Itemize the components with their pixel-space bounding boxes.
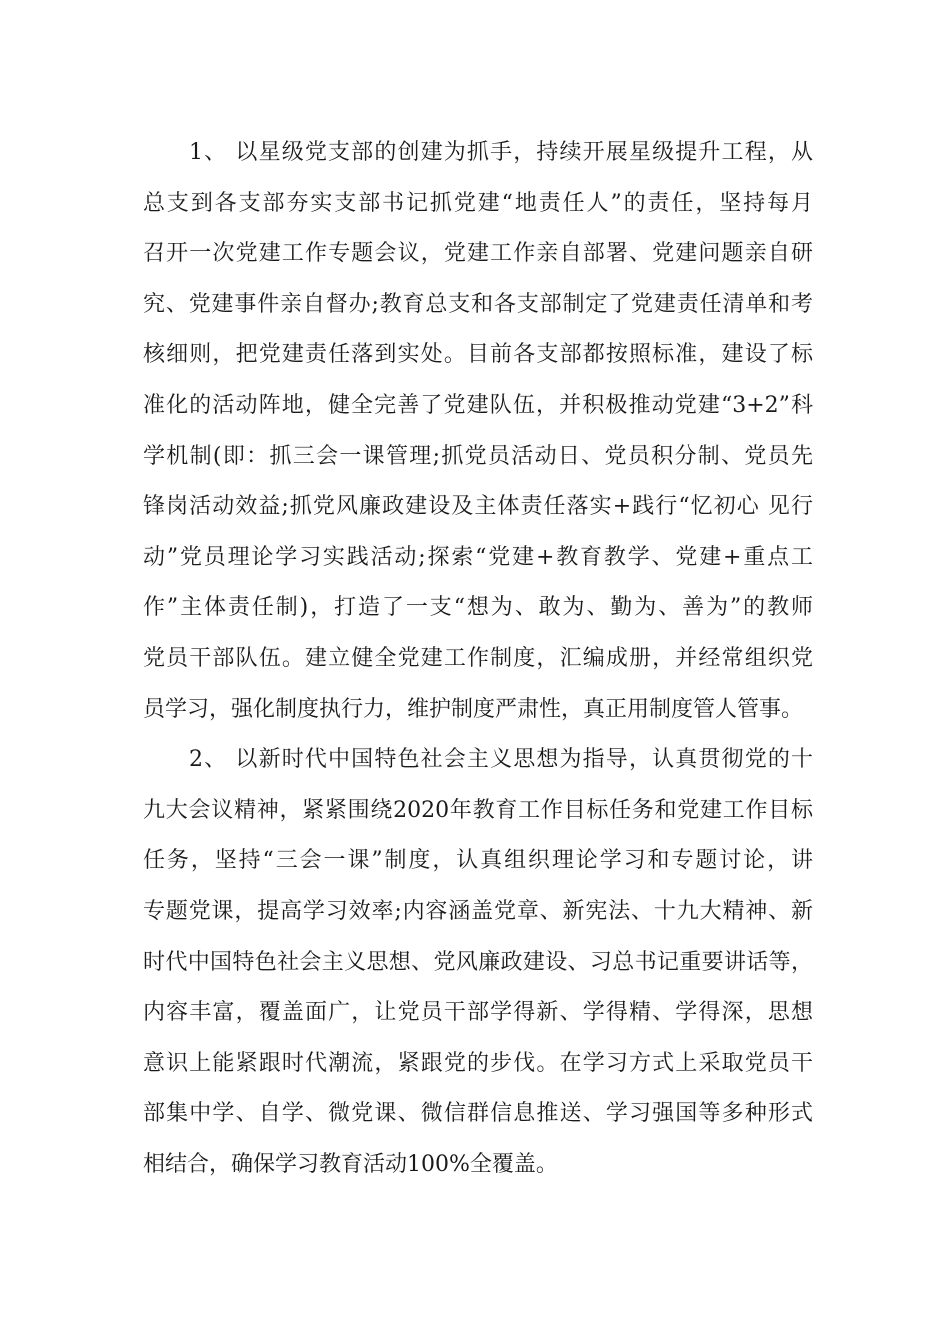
text-line: 召开一次党建工作专题会议，党建工作亲自部署、党建问题亲自研 — [143, 241, 813, 267]
text-line: 总支到各支部夯实支部书记抓党建“地责任人”的责任，坚持每月 — [143, 190, 813, 216]
text-line: 准化的活动阵地，健全完善了党建队伍，并积极推动党建“3+2”科 — [143, 392, 813, 418]
text-line: 学机制(即：抓三会一课管理;抓党员活动日、党员积分制、党员先 — [143, 443, 813, 469]
text-line: 部集中学、自学、微党课、微信群信息推送、学习强国等多种形式 — [143, 1101, 813, 1127]
paragraph-1 — [143, 128, 813, 735]
text-line: 动”党员理论学习实践活动;探索“党建+教育教学、党建+重点工 — [143, 544, 813, 570]
document-body — [143, 128, 813, 1190]
text-line: 内容丰富，覆盖面广，让党员干部学得新、学得精、学得深，思想 — [143, 1000, 813, 1026]
text-line: 1、 以星级党支部的创建为抓手，持续开展星级提升工程，从 — [189, 140, 813, 165]
text-line: 作”主体责任制)，打造了一支“想为、敢为、勤为、善为”的教师 — [143, 595, 813, 621]
text-line: 相结合，确保学习教育活动100%全覆盖。 — [143, 1151, 558, 1177]
paragraph-2 — [143, 735, 813, 1190]
text-line: 锋岗活动效益;抓党风廉政建设及主体责任落实+践行“忆初心 见行 — [143, 494, 813, 520]
text-line: 时代中国特色社会主义思想、党风廉政建设、习总书记重要讲话等， — [143, 949, 813, 975]
text-line: 2、 以新时代中国特色社会主义思想为指导，认真贯彻党的十 — [189, 747, 813, 773]
text-line: 意识上能紧跟时代潮流，紧跟党的步伐。在学习方式上采取党员干 — [143, 1050, 813, 1076]
text-line: 任务，坚持“三会一课”制度，认真组织理论学习和专题讨论，讲 — [143, 848, 813, 874]
text-line: 专题党课，提高学习效率;内容涵盖党章、新宪法、十九大精神、新 — [143, 898, 813, 924]
text-line: 党员干部队伍。建立健全党建工作制度，汇编成册，并经常组织党 — [143, 645, 813, 671]
text-line: 究、党建事件亲自督办;教育总支和各支部制定了党建责任清单和考 — [143, 291, 813, 317]
text-line: 员学习，强化制度执行力，维护制度严肃性，真正用制度管人管事。 — [143, 696, 804, 722]
text-line: 九大会议精神，紧紧围绕2020年教育工作目标任务和党建工作目标 — [143, 797, 813, 823]
text-line: 核细则，把党建责任落到实处。目前各支部都按照标准，建设了标 — [143, 342, 813, 368]
